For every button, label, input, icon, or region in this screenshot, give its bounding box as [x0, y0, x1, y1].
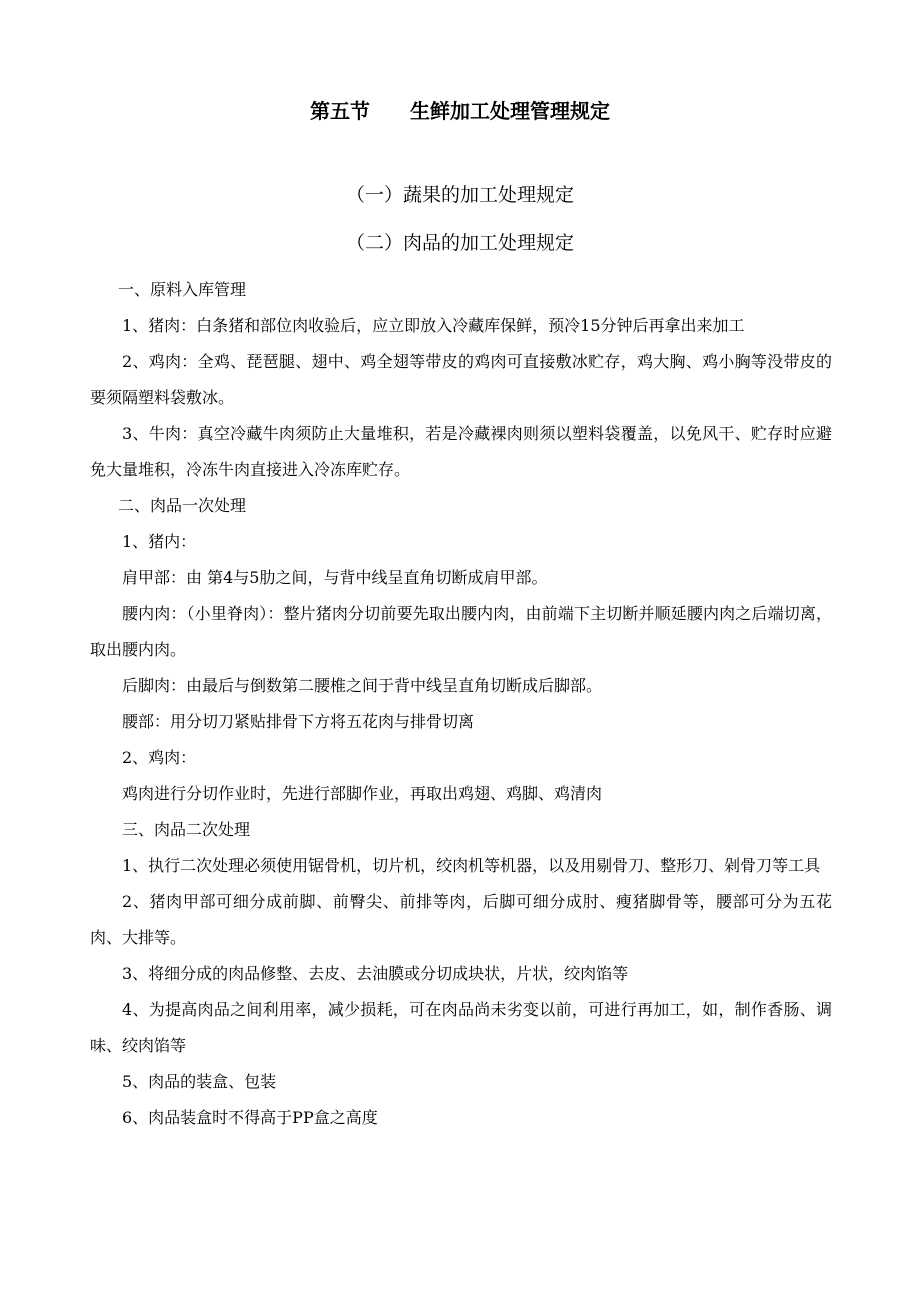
paragraph-loin: 腰部：用分切刀紧贴排骨下方将五花肉与排骨切离 — [122, 712, 475, 731]
heading-primary-processing: 二、肉品一次处理 — [118, 496, 247, 515]
subsection-title-produce: （一）蔬果的加工处理规定 — [345, 184, 574, 206]
paragraph-beef-storage: 3、牛肉：真空冷藏牛肉须防止大量堆积，若是冷藏裸肉则须以塑料袋覆盖，以免风干、贮存时应避免大量堆积，冷冻牛肉直接进入冷冻库贮存。 — [90, 424, 832, 479]
paragraph-chicken-label: 2、鸡肉： — [122, 748, 197, 767]
section-title: 第五节 生鲜加工处理管理规定 — [310, 99, 610, 123]
paragraph-reprocessing: 4、为提高肉品之间利用率，减少损耗，可在肉品尚未劣变以前，可进行再加工，如，制作香肠、调味、绞肉馅等 — [90, 1000, 832, 1055]
paragraph-pork-label: 1、猪内： — [122, 532, 197, 551]
paragraph-chicken-cutting: 鸡肉进行分切作业时，先进行部脚作业，再取出鸡翅、鸡脚、鸡清肉 — [122, 784, 603, 803]
heading-raw-material-storage: 一、原料入库管理 — [118, 280, 247, 299]
paragraph-box-height: 6、肉品装盒时不得高于PP盒之高度 — [122, 1108, 378, 1127]
paragraph-tenderloin: 腰内肉：（小里脊肉）：整片猪肉分切前要先取出腰内肉，由前端下主切断并顺延腰内肉之后端切离，取出腰内肉。 — [90, 604, 832, 659]
paragraph-pork-storage: 1、猪肉：白条猪和部位肉收验后，应立即放入冷藏库保鲜，预冷15分钟后再拿出来加工 — [122, 316, 745, 335]
paragraph-hind-leg: 后脚肉：由最后与倒数第二腰椎之间于背中线呈直角切断成后脚部。 — [122, 676, 603, 695]
paragraph-shoulder: 肩甲部：由 第4与5肋之间，与背中线呈直角切断成肩甲部。 — [122, 568, 548, 587]
paragraph-trimming: 3、将细分成的肉品修整、去皮、去油膜或分切成块状，片状，绞肉馅等 — [122, 964, 629, 983]
paragraph-pork-subdivision: 2、猪肉甲部可细分成前脚、前臀尖、前排等肉，后脚可细分成肘、瘦猪脚骨等，腰部可分为五花肉、大排等。 — [90, 892, 832, 947]
paragraph-secondary-tools: 1、执行二次处理必须使用锯骨机，切片机，绞肉机等机器，以及用剔骨刀、整形刀、剁骨刀等工具 — [122, 856, 821, 875]
document-body — [90, 272, 832, 1136]
paragraph-packaging: 5、肉品的装盒、包装 — [122, 1072, 277, 1091]
heading-secondary-processing: 三、肉品二次处理 — [122, 820, 251, 839]
subsection-title-meat: （二）肉品的加工处理规定 — [345, 232, 574, 254]
paragraph-chicken-storage: 2、鸡肉：全鸡、琵琶腿、翅中、鸡全翅等带皮的鸡肉可直接敷冰贮存，鸡大胸、鸡小胸等没带皮的要须隔塑料袋敷冰。 — [90, 352, 832, 407]
